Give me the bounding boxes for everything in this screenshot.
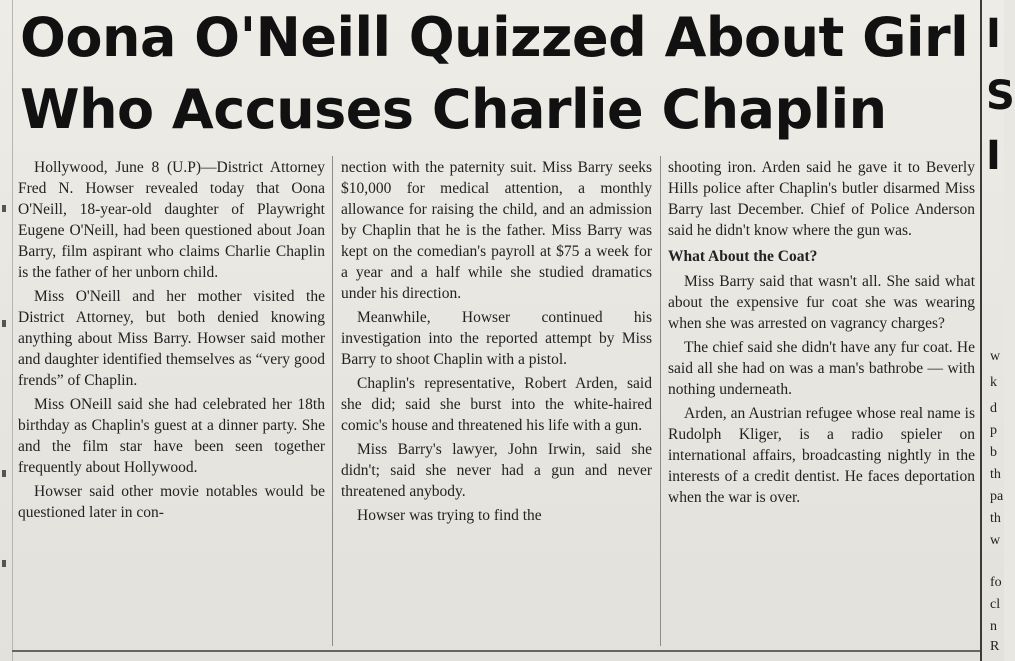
adjacent-text-fragment: w: [990, 349, 1001, 364]
adjacent-text-fragment: d: [990, 401, 997, 416]
column-rule: [660, 156, 661, 646]
edge-mark: [2, 560, 6, 567]
edge-mark: [2, 470, 6, 477]
subheading: What About the Coat?: [668, 248, 818, 265]
page-bottom-rule: [12, 650, 980, 652]
adjacent-text-fragment: pa: [990, 489, 1004, 504]
article-column-2: [341, 157, 652, 529]
paragraph: The chief said she didn't have any fur coat. He said all she had on was a man's bathrobe — with nothing underneath.: [668, 339, 975, 398]
paragraph-continuation: shooting iron. Arden said he gave it to Beverly Hills police after Chaplin's butler disarmed Miss Barry last December. Chief of Police Anderson said he didn't know where the gun was.: [668, 159, 975, 239]
adjacent-text-fragment: th: [990, 467, 1001, 482]
paragraph: Miss Barry said that wasn't all. She said what about the expensive fur coat she was wearing when she was arrested on vagrancy charges?: [668, 273, 975, 332]
adjacent-text-fragment: fo: [990, 575, 1002, 590]
adjacent-text-fragment: b: [990, 445, 997, 460]
paragraph: Arden, an Austrian refugee whose real name is Rudolph Kliger, is a radio spieler on international affairs, broadcasting nightly in the interests of a credit dentist. He faces deportation when the war is over.: [668, 405, 975, 506]
adjacent-text-fragment: p: [990, 423, 997, 438]
paragraph: Meanwhile, Howser continued his investigation into the reported attempt by Miss Barry to shoot Chaplin with a pistol.: [341, 309, 652, 368]
article-column-1: [18, 157, 325, 526]
adjacent-headline-fragment: I: [986, 11, 1001, 57]
adjacent-headline-fragment: I: [986, 133, 1001, 179]
adjacent-text-fragment: k: [990, 375, 997, 390]
column-rule: [332, 156, 333, 646]
headline-line-1: Oona O'Neill Quizzed About Girl: [20, 6, 969, 69]
paragraph: Miss O'Neill and her mother visited the District Attorney, but both denied knowing anything about Miss Barry. Howser said mother and daughter identified themselves as “very good frends” of Chaplin.: [18, 288, 325, 389]
paragraph: Miss Barry's lawyer, John Irwin, said she didn't; said she never had a gun and never threatened anybody.: [341, 441, 652, 500]
headline-line-2: Who Accuses Charlie Chaplin: [20, 78, 887, 141]
paragraph: Miss ONeill said she had celebrated her 18th birthday as Chaplin's guest at a dinner party. She and the film star have been seen together frequently about Hollywood.: [18, 396, 325, 476]
left-margin-edge: [0, 0, 13, 661]
paragraph: Howser was trying to find the: [357, 507, 542, 524]
paragraph-continuation: nection with the paternity suit. Miss Barry seeks $10,000 for medical attention, a monthly allowance for raising the child, and an admission by Chaplin that he is the father. Miss Barry was kept on the comedian's payroll at $75 a week for a year and a half while she studied dramatics under his direction.: [341, 159, 652, 302]
headline: [20, 2, 980, 146]
edge-mark: [2, 320, 6, 327]
edge-mark: [2, 205, 6, 212]
adjacent-headline-fragment: S: [986, 73, 1015, 119]
paragraph: Hollywood, June 8 (U.P)—District Attorney Fred N. Howser revealed today that Oona O'Neill, 18-year-old daughter of Playwright Eugene O'Neill, had been questioned about Joan Barry, film aspirant who claims Charlie Chaplin is the father of her unborn child.: [18, 159, 325, 281]
adjacent-column-edge: [980, 0, 1015, 661]
adjacent-text-fragment: n: [990, 619, 997, 634]
paragraph: Chaplin's representative, Robert Arden, said she did; said she burst into the white-haired comic's house and threatened his life with a gun.: [341, 375, 652, 434]
adjacent-text-fragment: w: [990, 533, 1001, 548]
adjacent-text-fragment: cl: [990, 597, 1001, 612]
article-column-3: [668, 157, 975, 511]
adjacent-text-fragment: th: [990, 511, 1001, 526]
paragraph: Howser said other movie notables would be questioned later in con-: [18, 483, 325, 521]
adjacent-text-fragment: R: [990, 639, 1000, 654]
